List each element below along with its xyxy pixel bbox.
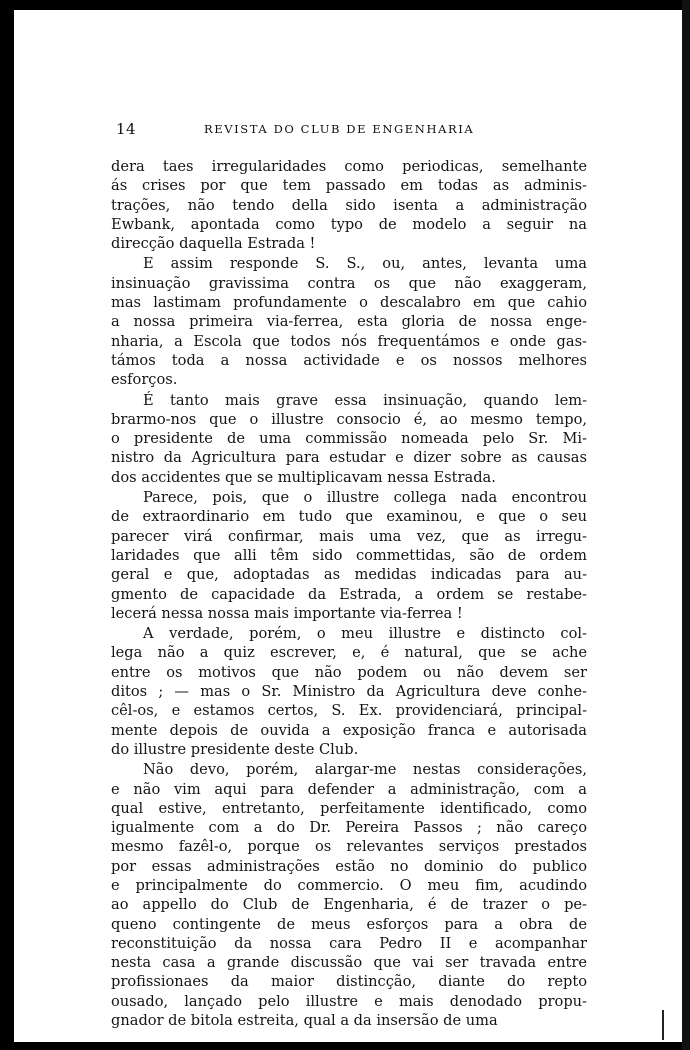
journal-title: REVISTA DO CLUB DE ENGENHARIA — [204, 122, 475, 136]
text-line: nistro da Agricultura para estudar e dizer sobre as causas — [111, 449, 587, 467]
text-line: E assim responde S. S., ou, antes, levanta uma — [143, 255, 587, 273]
text-line: mesmo fazêl-o, porque os relevantes serviços prestados — [111, 838, 587, 856]
scan-edge — [682, 0, 690, 1050]
text-line: mente depois de ouvida a exposição franca e autorisada — [111, 721, 587, 739]
text-line: o presidente de uma commissão nomeada pelo Sr. Mi- — [111, 430, 587, 448]
text-line: gnador de bitola estreita, qual a da insersão de uma — [111, 1012, 498, 1030]
text-line: por essas administrações estão no dominio do publico — [111, 857, 587, 875]
paragraph — [111, 760, 587, 1030]
text-line: a nossa primeira via-ferrea, esta gloria de nossa enge- — [111, 313, 587, 331]
text-line: brarmo-nos que o illustre consocio é, ao mesmo tempo, — [111, 410, 587, 428]
text-line: A verdade, porém, o meu illustre e distincto col- — [143, 625, 587, 643]
text-line: de extraordinario em tudo que examinou, e que o seu — [111, 508, 587, 526]
paragraph — [111, 157, 587, 253]
text-line: É tanto mais grave essa insinuação, quando lem- — [143, 391, 587, 409]
text-line: do illustre presidente deste Club. — [111, 740, 359, 758]
running-header — [116, 120, 586, 140]
text-line: támos toda a nossa actividade e os nossos melhores — [111, 351, 587, 369]
paragraph — [111, 624, 587, 759]
text-line: dera taes irregularidades como periodicas, semelhante — [111, 158, 587, 175]
text-line: nesta casa a grande discussão que vai ser travada entre — [111, 954, 587, 972]
text-line: dos accidentes que se multiplicavam nessa Estrada. — [111, 468, 496, 486]
text-line: cêl-os, e estamos certos, S. Ex. providenciará, principal- — [111, 702, 587, 720]
paragraph — [111, 254, 587, 389]
paragraph — [111, 488, 587, 623]
text-line: e principalmente do commercio. O meu fim, acudindo — [111, 876, 587, 894]
text-line: ás crises por que tem passado em todas as adminis- — [111, 177, 587, 195]
article-body — [111, 157, 587, 1031]
text-line: ousado, lançado pelo illustre e mais denodado propu- — [111, 992, 587, 1010]
text-line: ditos ; — mas o Sr. Ministro da Agricultura deve conhe- — [111, 683, 587, 701]
text-line: lega não a quiz escrever, e, é natural, que se ache — [111, 644, 587, 662]
text-line: Não devo, porém, alargar-me nestas considerações, — [143, 761, 587, 779]
text-line: e não vim aqui para defender a administração, com a — [111, 780, 587, 798]
text-line: nharia, a Escola que todos nós frequentámos e onde gas- — [111, 332, 587, 350]
page-number: 14 — [116, 120, 137, 138]
text-line: geral e que, adoptadas as medidas indicadas para au- — [111, 566, 587, 584]
text-line: lecerá nessa nossa mais importante via-ferrea ! — [111, 604, 463, 622]
text-line: mas lastimam profundamente o descalabro em que cahio — [111, 294, 587, 312]
text-line: esforços. — [111, 371, 178, 389]
text-line: reconstituição da nossa cara Pedro II e acompanhar — [111, 934, 587, 952]
text-line: laridades que alli têm sido commettidas, são de ordem — [111, 546, 587, 564]
text-line: Parece, pois, que o illustre collega nada encontrou — [143, 489, 587, 507]
scan-speck — [662, 1010, 664, 1040]
text-line: insinuação gravissima contra os que não exaggeram, — [111, 274, 587, 292]
text-line: trações, não tendo della sido isenta a administração — [111, 196, 587, 214]
text-line: queno contingente de meus esforços para a obra de — [111, 915, 587, 933]
paragraph — [111, 391, 587, 487]
text-line: parecer virá confirmar, mais uma vez, que as irregu- — [111, 527, 587, 545]
text-line: Ewbank, apontada como typo de modelo a seguir na — [111, 215, 587, 233]
text-line: igualmente com a do Dr. Pereira Passos ; não careço — [111, 819, 587, 837]
text-line: profissionaes da maior distincção, diante do repto — [111, 973, 587, 991]
text-line: qual estive, entretanto, perfeitamente identificado, como — [111, 799, 587, 817]
text-line: ao appello do Club de Engenharia, é de trazer o pe- — [111, 896, 587, 914]
text-line: gmento de capacidade da Estrada, a ordem se restabe- — [111, 585, 587, 603]
text-line: entre os motivos que não podem ou não devem ser — [111, 663, 587, 681]
text-line: direcção daquella Estrada ! — [111, 235, 316, 253]
